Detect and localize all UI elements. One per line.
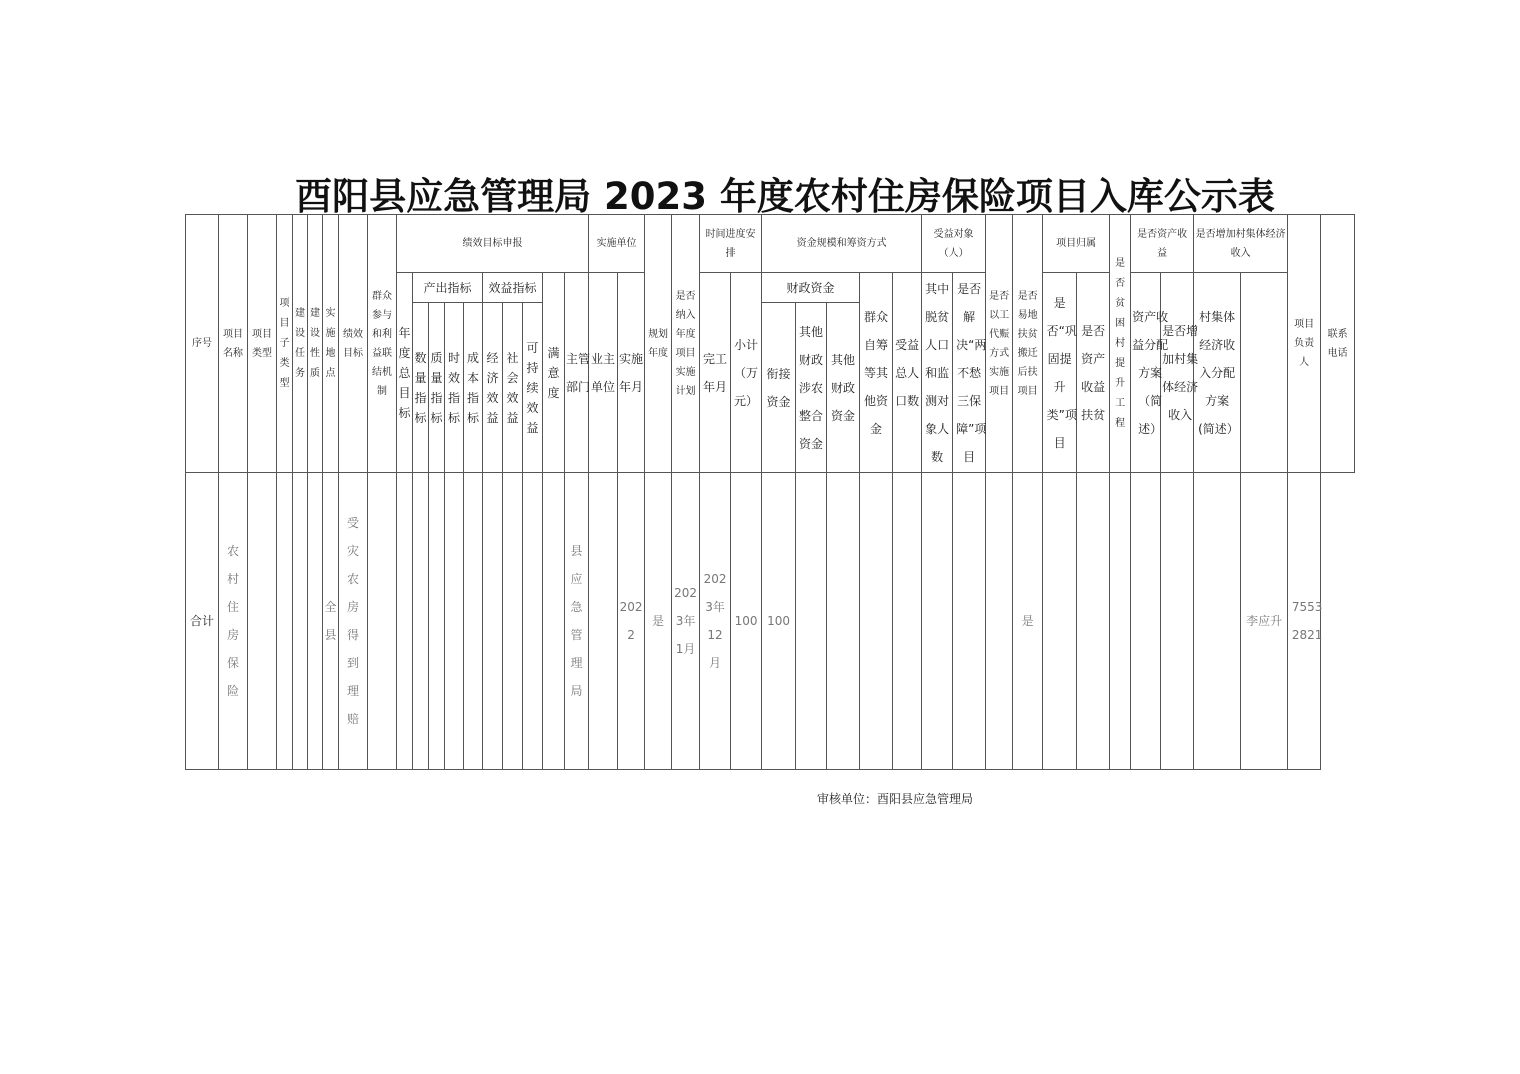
header-funding: 资金规模和筹资方式 bbox=[762, 215, 922, 273]
cell-asset-poverty bbox=[1110, 473, 1131, 770]
cell-quality bbox=[429, 473, 445, 770]
header-project-leader: 项目负责人 bbox=[1288, 215, 1321, 473]
cell-plan-year: 2022 bbox=[618, 473, 645, 770]
header-construction-nature: 建设性质 bbox=[308, 215, 323, 473]
header-project-name: 项目名称 bbox=[219, 215, 248, 473]
header-asset-poverty: 是否资产收益扶贫 bbox=[1077, 273, 1110, 473]
cell-performance-goal: 受灾农房得到理赔 bbox=[339, 473, 368, 770]
cell-project-subtype bbox=[277, 473, 293, 770]
header-subtotal: 小计（万元） bbox=[731, 273, 762, 473]
header-linkage-funds: 衔接资金 bbox=[762, 303, 796, 473]
header-seq: 序号 bbox=[186, 215, 219, 473]
header-project-subtype: 项目子类型 bbox=[277, 215, 293, 473]
cell-consolidate bbox=[1043, 473, 1077, 770]
cell-project-name: 农村住房保险 bbox=[219, 473, 248, 770]
cell-project-leader: 李应升 bbox=[1241, 473, 1288, 770]
cell-owner-unit bbox=[589, 473, 618, 770]
header-collective-plan: 村集体经济收入分配方案(简述） bbox=[1194, 273, 1241, 473]
header-other-agri-funds: 其他财政涉农整合资金 bbox=[796, 303, 827, 473]
cell-construction-task bbox=[293, 473, 308, 770]
header-location: 实施地点 bbox=[323, 215, 339, 473]
cell-seq: 合计 bbox=[186, 473, 219, 770]
header-project-type: 项目类型 bbox=[248, 215, 277, 473]
header-performance-goal: 绩效目标 bbox=[339, 215, 368, 473]
header-beneficiaries: 受益对象（人） bbox=[922, 215, 986, 273]
header-performance-report: 绩效目标申报 bbox=[397, 215, 589, 273]
cell-annual-goal bbox=[397, 473, 413, 770]
cell-total-beneficiaries bbox=[893, 473, 922, 770]
header-start-month: 实施年月 bbox=[618, 273, 645, 473]
header-quality: 质量指标 bbox=[429, 303, 445, 473]
header-fiscal-funds: 财政资金 bbox=[762, 273, 860, 303]
header-asset-income: 是否资产收益 bbox=[1131, 215, 1194, 273]
cell-mass-participation bbox=[368, 473, 397, 770]
header-timeliness: 时效指标 bbox=[445, 303, 464, 473]
cell-self-raised bbox=[860, 473, 893, 770]
cell-other-agri-funds bbox=[796, 473, 827, 770]
cell-cost bbox=[464, 473, 483, 770]
header-annual-goal: 年度总目标 bbox=[397, 273, 413, 473]
cell-competent-dept: 县应急管理局 bbox=[565, 473, 589, 770]
header-poverty-monitored: 其中脱贫人口和监测对象人数 bbox=[922, 273, 953, 473]
cell-start-month: 2023年1月 bbox=[672, 473, 700, 770]
header-relocation: 是否易地扶贫搬迁后扶项目 bbox=[1013, 215, 1043, 473]
header-consolidate: 是否“巩固提升类”项目 bbox=[1043, 273, 1077, 473]
cell-economic bbox=[483, 473, 503, 770]
cell-social bbox=[503, 473, 523, 770]
cell-phone: 75532821 bbox=[1288, 473, 1321, 770]
cell-project-type bbox=[248, 473, 277, 770]
header-economic: 经济效益 bbox=[483, 303, 503, 473]
header-social: 社会效益 bbox=[503, 303, 523, 473]
cell-poor-village bbox=[1077, 473, 1110, 770]
header-two-three: 是否解决“两不愁三保障”项目 bbox=[953, 273, 986, 473]
cell-two-three: 是 bbox=[1013, 473, 1043, 770]
header-project-belong: 项目归属 bbox=[1043, 215, 1110, 273]
header-work-relief: 是否以工代赈方式实施项目 bbox=[986, 215, 1013, 473]
cell-location: 全县 bbox=[323, 473, 339, 770]
cell-relocation bbox=[986, 473, 1013, 770]
header-other-fiscal-funds: 其他财政资金 bbox=[827, 303, 860, 473]
header-quantity: 数量指标 bbox=[413, 303, 429, 473]
project-table bbox=[185, 214, 1355, 770]
cell-linkage-funds: 100 bbox=[762, 473, 796, 770]
header-mass-participation: 群众参与和利益联结机制 bbox=[368, 215, 397, 473]
cell-subtotal: 100 bbox=[731, 473, 762, 770]
header-phone: 联系电话 bbox=[1321, 215, 1355, 473]
header-construction-task: 建设任务 bbox=[293, 215, 308, 473]
cell-construction-nature bbox=[308, 473, 323, 770]
document-title: 酉阳县应急管理局 2023 年度农村住房保险项目入库公示表 bbox=[295, 175, 1275, 218]
review-unit: 审核单位：酉阳县应急管理局 bbox=[817, 792, 974, 806]
header-plan-year: 规划年度 bbox=[645, 215, 672, 473]
header-total-beneficiaries: 受益总人口数 bbox=[893, 273, 922, 473]
table-row bbox=[186, 473, 1355, 770]
header-owner-unit: 业主单位 bbox=[589, 273, 618, 473]
cell-collective-plan bbox=[1194, 473, 1241, 770]
header-sustainable: 可持续效益 bbox=[523, 303, 543, 473]
header-cost: 成本指标 bbox=[464, 303, 483, 473]
header-competent-dept: 主管部门 bbox=[565, 273, 589, 473]
cell-satisfaction bbox=[543, 473, 565, 770]
cell-end-month: 2023年12月 bbox=[700, 473, 731, 770]
header-output-indicators: 产出指标 bbox=[413, 273, 483, 303]
header-collective-increase: 是否增加村集体经济收入 bbox=[1161, 273, 1194, 473]
header-benefit-indicators: 效益指标 bbox=[483, 273, 543, 303]
cell-poverty-monitored bbox=[922, 473, 953, 770]
header-end-month: 完工年月 bbox=[700, 273, 731, 473]
header-poor-village: 是否贫困村提升工程 bbox=[1110, 215, 1131, 473]
cell-sustainable bbox=[523, 473, 543, 770]
cell-work-relief bbox=[953, 473, 986, 770]
header-in-annual-plan: 是否纳入年度项目实施计划 bbox=[672, 215, 700, 473]
header-schedule: 时间进度安排 bbox=[700, 215, 762, 273]
cell-quantity bbox=[413, 473, 429, 770]
header-asset-plan: 资产收益分配方案（简述） bbox=[1131, 273, 1161, 473]
cell-in-annual-plan: 是 bbox=[645, 473, 672, 770]
header-collective-income: 是否增加村集体经济收入 bbox=[1194, 215, 1288, 273]
cell-timeliness bbox=[445, 473, 464, 770]
cell-other-fiscal-funds bbox=[827, 473, 860, 770]
cell-asset-plan bbox=[1131, 473, 1161, 770]
cell-collective-increase bbox=[1161, 473, 1194, 770]
header-satisfaction: 满意度 bbox=[543, 273, 565, 473]
header-impl-unit: 实施单位 bbox=[589, 215, 645, 273]
header-self-raised: 群众自筹等其他资金 bbox=[860, 273, 893, 473]
